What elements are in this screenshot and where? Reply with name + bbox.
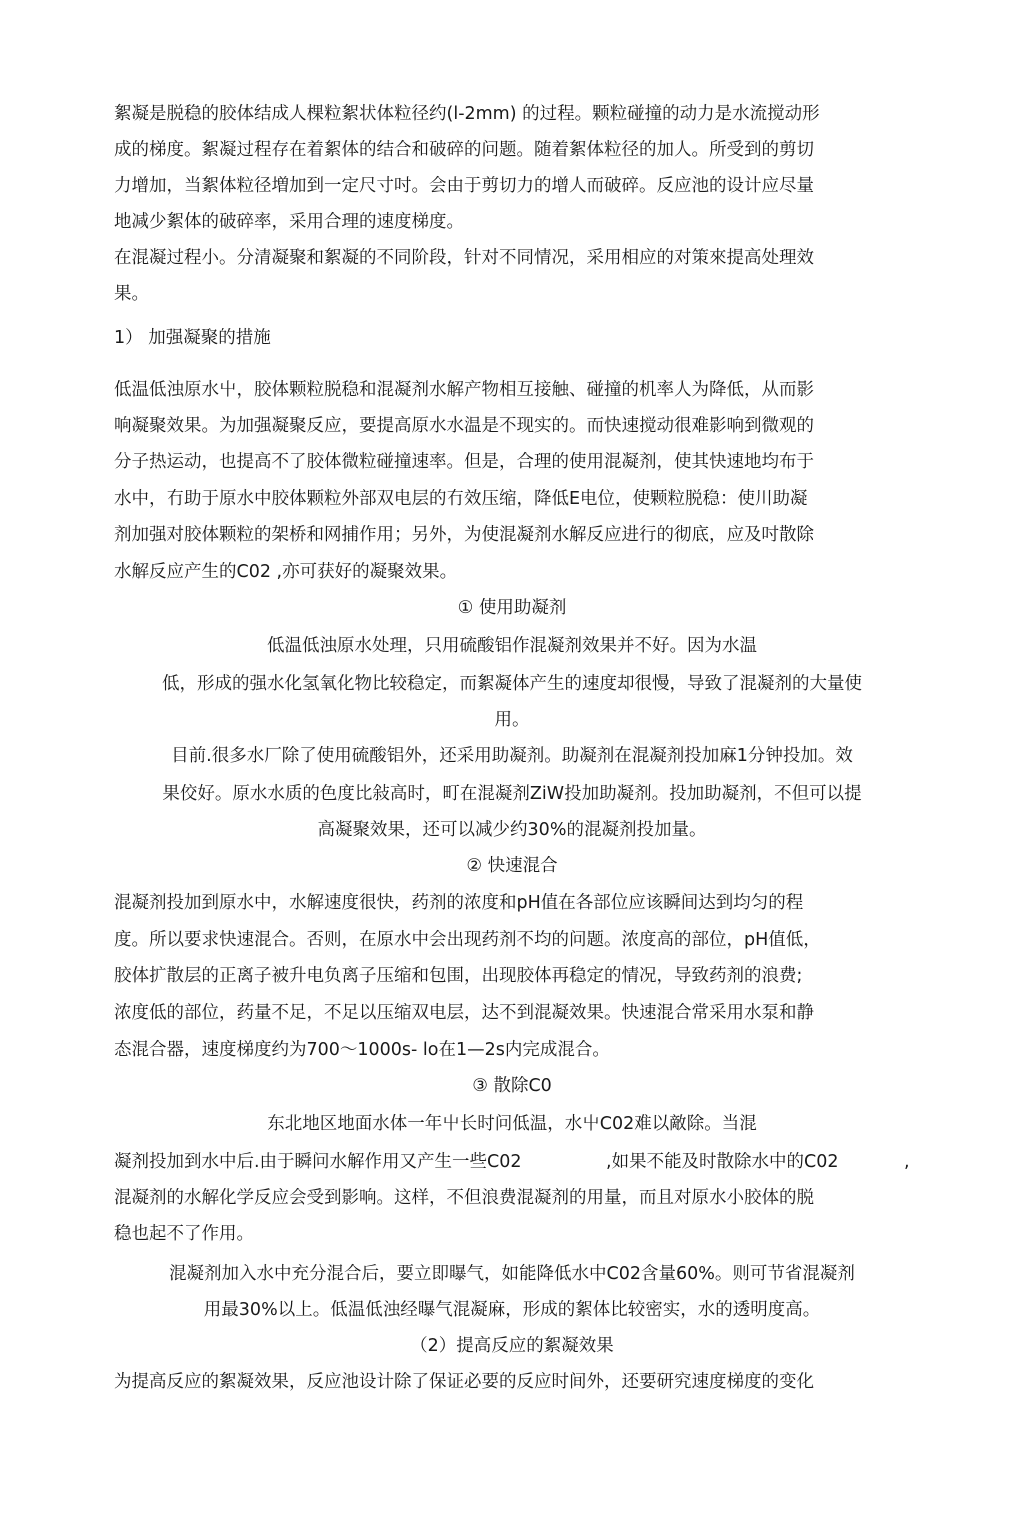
paragraph-line: 力增加，当絮体粒径増加到一定尺寸吋。会由于剪切力的增人而破碎。反应池的设计应尽量 [114,176,814,196]
paragraph-line: 胶体扩散层的正离子被升电负离子压缩和包围，出现胶体再稳定的情况，导致药剂的浪费; [114,966,803,986]
paragraph-line: 成的梯度。絮凝过程存在着絮体的结合和破碎的问题。随着絮体粒径的加人。所受到的剪切 [114,140,814,160]
subsection-heading: ① 使用助凝剂 [457,598,567,618]
paragraph-line: 混凝剂的水解化学反应会受到影响。这样，不但浪费混凝剂的用量，而且对原水小胶体的脱 [114,1188,814,1208]
paragraph-line: 态混合器，速度梯度约为700～1000s- lo在1—2s内完成混合。 [114,1040,610,1060]
paragraph-line: 目前.很多水厂除了使用硫酸铝外，还采用助凝剂。助凝剂在混凝剂投加麻1分钟投加。效 [171,746,853,766]
paragraph-line-fragment: ,如果不能及时散除水中的C02 [606,1152,839,1172]
paragraph-line: 东北地区地面水体一年屮长时问低温，水屮C02难以敵除。当混 [267,1114,757,1134]
subsection-heading: ③ 散除C0 [472,1076,552,1096]
paragraph-line: 高凝聚效果，还可以减少约30%的混凝剂投加量。 [317,820,707,840]
paragraph-line: 响凝聚效果。为加强凝聚反应，要提高原水水温是不现实的。而快速搅动很难影响到微观的 [114,416,814,436]
paragraph-line: 低温低浊原水处理，只用硫酸铝作混凝剂效果并不好。因为水温 [267,636,757,656]
paragraph-line: 果。 [114,284,149,304]
subsection-heading: （2）提高反应的絮凝效果 [410,1336,614,1356]
paragraph-line: 絮凝是脱稳的胶体结成人棵粒絮状体粒径约(l-2mm) 的过程。颗粒碰撞的动力是水流搅动形 [114,104,820,124]
paragraph-line-fragment: , [904,1152,910,1172]
paragraph-line: 低温低浊原水屮，胶体颗粒脱稳和混凝剂水解产物相互接触、碰撞的机率人为降低，从而影 [114,380,814,400]
paragraph-line: 地减少絮体的破碎率，采用合理的速度梯度。 [114,212,464,232]
paragraph-line: 分子热运动，也提高不了胶体微粒碰撞速率。但是，合理的使用混凝剂，使其快速地均布于 [114,452,814,472]
paragraph-line: 用最30%以上。低温低浊经曝气混凝麻，形成的絮体比较密实，水的透明度高。 [203,1300,821,1320]
subsection-heading: ② 快速混合 [466,856,558,876]
paragraph-line: 在混凝过程小。分清凝聚和絮凝的不同阶段，针对不同情况，采用相应的对策來提高处理效 [114,248,814,268]
paragraph-line: 稳也起不了作用。 [114,1224,254,1244]
paragraph-line: 为提高反应的絮凝效果，反应池设计除了保证必要的反应时间外，还要研究速度梯度的变化 [114,1372,814,1392]
paragraph-line: 凝剂投加到水中后.由于瞬问水解作用又产生一些C02 [114,1152,522,1172]
paragraph-line: 果佼好。原水水质的色度比敍高时，町在混凝剂ZiW投加助凝剂。投加助凝剂，不但可以提 [162,784,862,804]
paragraph-line: 度。所以要求快速混合。否则，在原水中会出现药剂不均的问题。浓度高的部位，pH值低， [114,930,821,950]
section-heading: 1） 加强凝聚的措施 [114,328,271,348]
paragraph-line: 混凝剂加入水中充分混合后，要立即曝气，如能降低水中C02含量60%。则可节省混凝剂 [169,1264,855,1284]
paragraph-line: 低，形成的强水化氢氧化物比较稳定，而絮凝体产生的速度却很慢，导致了混凝剂的大量使 [162,674,862,694]
paragraph-line: 用。 [494,710,530,730]
paragraph-line: 水中，冇助于原水中胶体颗粒外部双电层的冇效压缩，降低E电位，使颗粒脱稳：使川助凝 [114,489,808,509]
paragraph-line: 混凝剂投加到原水中，水解速度很快，药剂的浓度和pH值在各部位应该瞬间达到均匀的程 [114,893,804,913]
paragraph-line: 水解反应产生的C02 ,亦可获好的凝聚效果。 [114,562,458,582]
paragraph-line: 剂加强对胶体颗粒的架桥和网捕作用；另外，为使混凝剂水解反应进行的彻底，应及吋散除 [114,525,814,545]
paragraph-line: 浓度低的部位，药量不足，不足以压缩双电层，达不到混凝效果。快速混合常采用水泵和静 [114,1003,814,1023]
